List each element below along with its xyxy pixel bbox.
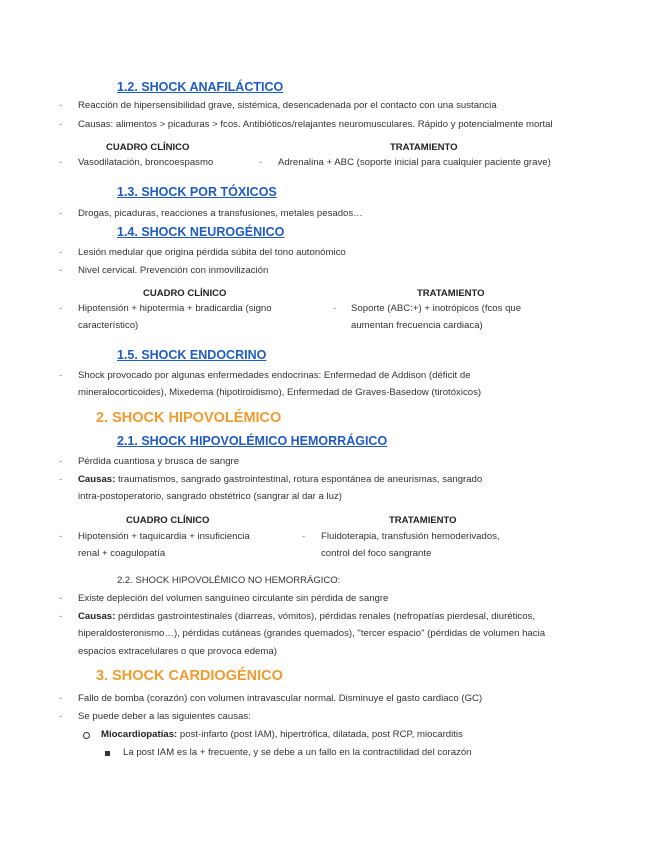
cuadro-clinico-text: renal + coagulopatía bbox=[78, 548, 166, 559]
bullet-dash: - bbox=[59, 265, 63, 276]
section-title-2-1: 2.1. SHOCK HIPOVOLÉMICO HEMORRÁGICO bbox=[117, 434, 388, 448]
causas-label: Causas: bbox=[78, 474, 116, 485]
bullet-text bbox=[78, 611, 535, 622]
bullet-text: Fallo de bomba (corazón) con volumen intravascular normal. Disminuye el gasto cardiaco (GC) bbox=[78, 693, 483, 704]
bullet-dash: - bbox=[59, 208, 63, 219]
bullet-text-continued: hiperaldosteronismo…), pérdidas cutáneas (grandes quemados), "tercer espacio" (pérdidas de volumen hacia bbox=[78, 628, 546, 639]
bullet-dash: - bbox=[59, 693, 63, 704]
bullet-dash: - bbox=[59, 711, 63, 722]
square-bullet-icon bbox=[105, 751, 110, 756]
tratamiento-text: Adrenalina + ABC (soporte inicial para cualquier paciente grave) bbox=[278, 157, 551, 168]
tratamiento-text: aumentan frecuencia cardiaca) bbox=[351, 320, 483, 331]
bullet-dash: - bbox=[59, 370, 63, 381]
bullet-text-continued: intra-postoperatorio, sangrado obstétrico (sangrar al dar a luz) bbox=[78, 491, 342, 502]
paragraph-line: Shock provocado por algunas enfermedades endocrinas: Enfermedad de Addison (déficit de bbox=[78, 370, 471, 381]
bullet-dash: - bbox=[59, 119, 63, 130]
causas-text: pérdidas gastrointestinales (diarreas, vómitos), pérdidas renales (nefropatías pierdesal, diuréticos, bbox=[115, 611, 535, 622]
bullet-text-continued: espacios extracelulares o que provoca edema) bbox=[78, 646, 277, 657]
section-title-2: 2. SHOCK HIPOVOLÉMICO bbox=[96, 410, 282, 426]
cuadro-clinico-text: Hipotensión + hipotermia + bradicardia (signo bbox=[78, 303, 272, 314]
bullet-text: Reacción de hipersensibilidad grave, sistémica, desencadenada por el contacto con una sustancia bbox=[78, 100, 497, 111]
bullet-dash: - bbox=[59, 303, 63, 314]
bullet-dash: - bbox=[59, 456, 63, 467]
bullet-dash: - bbox=[59, 247, 63, 258]
bullet-dash: - bbox=[59, 611, 63, 622]
section-title-1-3: 1.3. SHOCK POR TÓXICOS bbox=[117, 185, 277, 199]
bullet-dash: - bbox=[59, 474, 63, 485]
cuadro-clinico-text: Vasodilatación, broncoespasmo bbox=[78, 157, 214, 168]
sub-bullet-text bbox=[101, 729, 463, 740]
bullet-dash: - bbox=[59, 157, 63, 168]
bullet-dash: - bbox=[59, 100, 63, 111]
bullet-dash: - bbox=[302, 531, 306, 542]
tratamiento-heading: TRATAMIENTO bbox=[417, 288, 485, 299]
section-title-2-2: 2.2. SHOCK HIPOVOLÉMICO NO HEMORRÁGICO: bbox=[117, 575, 341, 586]
bullet-dash: - bbox=[59, 531, 63, 542]
bullet-dash: - bbox=[259, 157, 263, 168]
miocardiopatias-label: Miocardiopatías: bbox=[101, 729, 178, 740]
section-title-3: 3. SHOCK CARDIOGÉNICO bbox=[96, 668, 283, 684]
tratamiento-text: Soporte (ABC:+) + inotrópicos (fcos que bbox=[351, 303, 522, 314]
miocardiopatias-text: post-infarto (post IAM), hipertrófica, dilatada, post RCP, miocarditis bbox=[177, 729, 463, 740]
cuadro-clinico-heading: CUADRO CLÍNICO bbox=[106, 142, 190, 153]
section-title-1-4: 1.4. SHOCK NEUROGÉNICO bbox=[117, 225, 285, 239]
causas-label: Causas: bbox=[78, 611, 116, 622]
circle-bullet-icon bbox=[83, 732, 90, 739]
bullet-text: Causas: alimentos > picaduras > fcos. Antibióticos/relajantes neuromusculares. Rápido y potencialmente mortal bbox=[78, 119, 553, 130]
bullet-text: Se puede deber a las siguientes causas: bbox=[78, 711, 251, 722]
cuadro-clinico-text: característico) bbox=[78, 320, 139, 331]
bullet-text: Lesión medular que origina pérdida súbita del tono autonómico bbox=[78, 247, 346, 258]
bullet-dash: - bbox=[59, 593, 63, 604]
tratamiento-heading: TRATAMIENTO bbox=[390, 142, 458, 153]
sub-sub-bullet-text: La post IAM es la + frecuente, y se debe a un fallo en la contractilidad del corazón bbox=[123, 747, 472, 758]
bullet-text: Existe depleción del volumen sanguíneo circulante sin pérdida de sangre bbox=[78, 593, 389, 604]
section-title-1-5: 1.5. SHOCK ENDOCRINO bbox=[117, 348, 267, 362]
bullet-dash: - bbox=[333, 303, 337, 314]
paragraph-line: mineralocorticoides), Mixedema (hipotiroidismo), Enfermedad de Graves-Basedow (tirotóxicos) bbox=[78, 387, 482, 398]
bullet-text: Drogas, picaduras, reacciones a transfusiones, metales pesados… bbox=[78, 208, 363, 219]
bullet-text: Nivel cervical. Prevención con inmovilización bbox=[78, 265, 269, 276]
cuadro-clinico-heading: CUADRO CLÍNICO bbox=[143, 288, 227, 299]
tratamiento-heading: TRATAMIENTO bbox=[389, 515, 457, 526]
bullet-text: Pérdida cuantiosa y brusca de sangre bbox=[78, 456, 240, 467]
tratamiento-text: control del foco sangrante bbox=[321, 548, 432, 559]
tratamiento-text: Fluidoterapia, transfusión hemoderivados, bbox=[321, 531, 500, 542]
cuadro-clinico-heading: CUADRO CLÍNICO bbox=[126, 515, 210, 526]
bullet-text bbox=[78, 474, 482, 485]
section-title-1-2: 1.2. SHOCK ANAFILÁCTICO bbox=[117, 80, 284, 94]
cuadro-clinico-text: Hipotensión + taquicardia + insuficiencia bbox=[78, 531, 250, 542]
causas-text: traumatismos, sangrado gastrointestinal, rotura espontánea de aneurismas, sangrado bbox=[115, 474, 483, 485]
